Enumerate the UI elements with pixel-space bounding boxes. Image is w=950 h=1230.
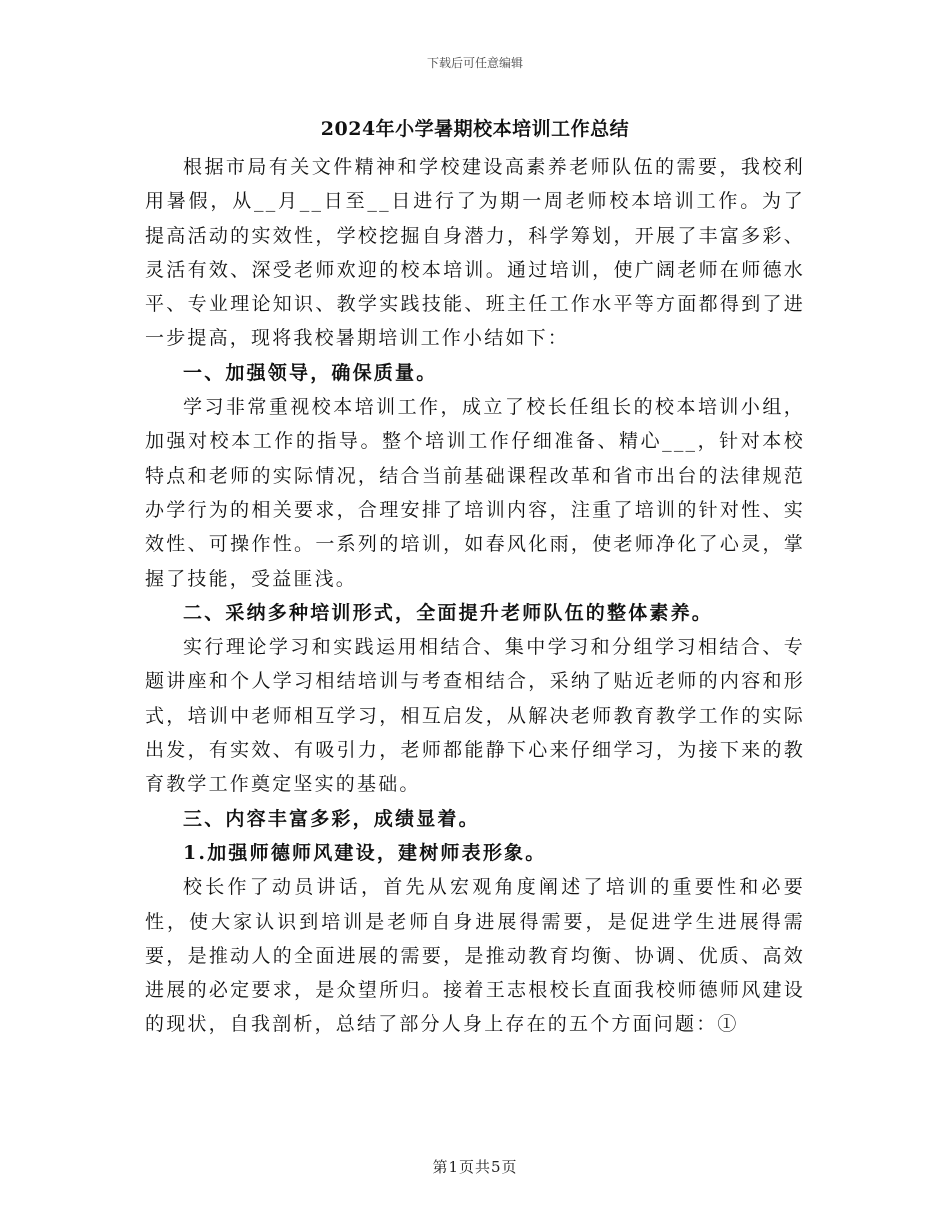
section-heading-1: 一、加强领导，确保质量。: [183, 361, 438, 384]
page-header-note: 下载后可任意编辑: [426, 56, 523, 70]
subsection-heading-3-1: 1.加强师德师风建设，建树师表形象。: [183, 841, 547, 864]
section-heading-3: 三、内容丰富多彩，成绩显着。: [183, 807, 480, 830]
section-1-paragraph: 学习非常重视校本培训工作，成立了校长任组长的校本培训小组，加强对校本工作的指导。整个培训工作仔细准备、精心___，针对本校特点和老师的实际情况，结合当前基础课程改革和省市出台的法律规范办学行为的相关要求，合理安排了培训内容，注重了培训的针对性、实效性、可操作性。一系列的培训，如春风化雨，使老师净化了心灵，掌握了技能，受益匪浅。: [145, 396, 805, 590]
page-number: 第1页共5页: [432, 1158, 518, 1176]
intro-paragraph: 根据市局有关文件精神和学校建设高素养老师队伍的需要，我校利用暑假，从__月__日至__日进行了为期一周老师校本培训工作。为了提高活动的实效性，学校挖掘自身潜力，科学筹划，开展了丰富多彩、灵活有效、深受老师欢迎的校本培训。通过培训，使广阔老师在师德水平、专业理论知识、教学实践技能、班主任工作水平等方面都得到了进一步提高，现将我校暑期培训工作小结如下：: [145, 156, 805, 350]
section-2-paragraph: 实行理论学习和实践运用相结合、集中学习和分组学习相结合、专题讲座和个人学习相结培训与考查相结合，采纳了贴近老师的内容和形式，培训中老师相互学习，相互启发，从解决老师教育教学工作的实际出发，有实效、有吸引力，老师都能静下心来仔细学习，为接下来的教育教学工作奠定坚实的基础。: [145, 636, 805, 796]
document-title: 2024年小学暑期校本培训工作总结: [320, 118, 630, 140]
section-heading-2: 二、采纳多种培训形式，全面提升老师队伍的整体素养。: [183, 601, 714, 624]
subsection-3-1-paragraph: 校长作了动员讲话，首先从宏观角度阐述了培训的重要性和必要性，使大家认识到培训是老师自身进展得需要，是促进学生进展得需要，是推动人的全面进展的需要，是推动教育均衡、协调、优质、高效进展的必定要求，是众望所归。接着王志根校长直面我校师德师风建设的现状，自我剖析，总结了部分人身上存在的五个方面问题：①: [145, 876, 805, 1036]
document-body: [145, 150, 805, 1042]
